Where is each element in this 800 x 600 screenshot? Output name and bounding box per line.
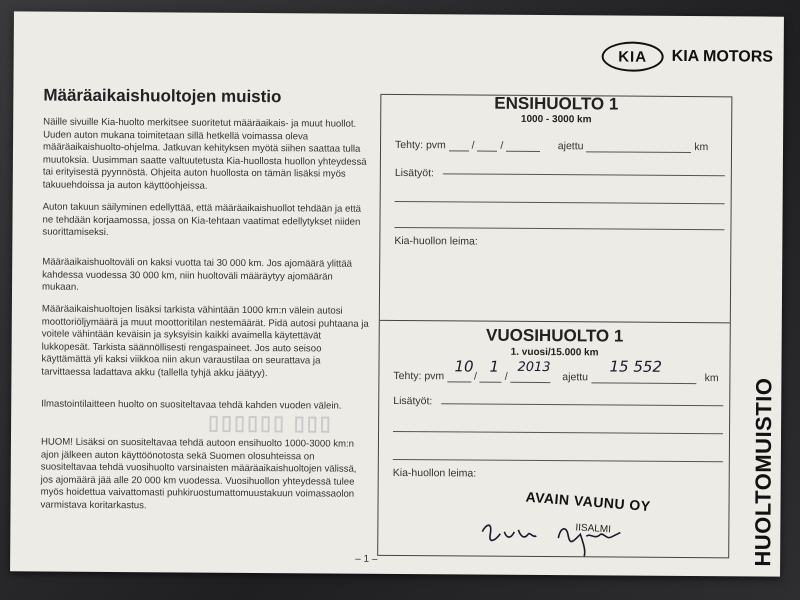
- vuosihuolto-mileage-label: ajettu: [562, 371, 589, 384]
- ensihuolto-date-label: Tehty: pvm: [394, 138, 446, 152]
- ensihuolto-date-row: Tehty: pvm / / ajettu km: [394, 138, 709, 154]
- vuosihuolto-notes-line-1[interactable]: [441, 403, 723, 406]
- vuosihuolto-stamp-label: Kia-huollon leima:: [392, 466, 477, 480]
- signature-1: [482, 525, 536, 541]
- ensihuolto-km-label: km: [694, 141, 709, 154]
- ensihuolto-year-field[interactable]: [506, 140, 540, 152]
- handwritten-month: 1: [489, 357, 500, 376]
- kia-logo-oval: KIA: [602, 41, 664, 71]
- dealer-stamp-city: IISALMI: [575, 522, 612, 536]
- brand-name: KIA MOTORS: [671, 47, 774, 66]
- handwritten-year: 2013: [517, 359, 551, 376]
- signatures: [470, 510, 640, 561]
- ensihuolto-notes-line-1[interactable]: [443, 173, 725, 176]
- aircon-paragraph: Ilmastointilaitteen huolto on suositeltavaa tehdä kahden vuoden välein.: [41, 398, 342, 412]
- ensihuolto-notes-label: Lisätyöt:: [394, 166, 434, 180]
- side-tab-label: HUOLTOMUISTIO: [750, 377, 777, 567]
- maintenance-paragraph: Määräaikaishuoltojen lisäksi tarkista vähintään 1000 km:n välein autosi moottoriöljymäärä ja muut moottoritilan nestemäärät. Pidä autosi puhtaana ja voitele vähintään keväisin ja syksyisin kaikki avaimella käytettävät lukkopesät. Tarkista säännöllisesti rengaspaineet. Jos auto seisoo käyttämättä yli kaksi viikkoa niin akun varaustilaa on seurattava ja tarvittaessa ladattava akku (tallella tyhjä akku jäätyy).: [41, 303, 369, 380]
- handwritten-day: 10: [454, 357, 474, 376]
- vuosihuolto-date-row: Tehty: pvm / / ajettu km: [393, 369, 719, 385]
- handwritten-mileage: 15 552: [609, 357, 663, 376]
- vuosihuolto-km-label: km: [704, 372, 719, 385]
- kia-logo: [602, 41, 774, 72]
- note-paragraph: HUOM! Lisäksi on suositeltavaa tehdä autoon ensihuolto 1000-3000 km:n ajon jälkeen auton käyttöönotosta sekä Suomen olosuhteissa on suositeltavaa tehdä vuosihuolto varsinaisten määräaikaishuoltojen välissä, jos ajomäärä jää alle 20 000 km vuodessa. Vuosihuollon yhteydessä tulee myös hoidettua vaivattomasti puhkiruostumattomuustakuun voimassaolon varmistava koritarkastus.: [40, 436, 357, 512]
- page-number: – 1 –: [355, 553, 378, 565]
- ensihuolto-month-field[interactable]: [477, 140, 497, 152]
- service-booklet-page: [10, 11, 784, 576]
- vuosihuolto-subtitle: 1. vuosi/15.000 km: [510, 346, 599, 359]
- ensihuolto-notes-line-3[interactable]: [394, 227, 724, 230]
- vuosihuolto-notes-line-3[interactable]: [393, 459, 723, 462]
- show-through-stamp: ▯▯▯ ▯▯▯▯▯▯: [206, 413, 331, 437]
- ensihuolto-mileage-field[interactable]: [586, 140, 691, 153]
- service-record-form: [377, 94, 732, 558]
- vuosihuolto-date-label: Tehty: pvm: [393, 369, 445, 383]
- page-title: Määräaikaishuoltojen muistio: [43, 85, 282, 107]
- ensihuolto-notes-line-2[interactable]: [395, 201, 725, 204]
- section-divider: [380, 320, 730, 323]
- warranty-paragraph: Auton takuun säilyminen edellyttää, että määräaikaishuollot tehdään ja että ne tehdään korjaamossa, jossa on Kia-tehtaan vaatimat edellytykset niiden suorittamiseksi.: [42, 201, 362, 239]
- vuosihuolto-notes-line-2[interactable]: [393, 431, 723, 434]
- ensihuolto-stamp-label: Kia-huollon leima:: [394, 234, 478, 248]
- dealer-stamp-company: AVAIN VAUNU OY: [525, 488, 652, 515]
- vuosihuolto-notes-label: Lisätyöt:: [393, 394, 433, 408]
- intro-paragraph: Näille sivuille Kia-huolto merkitsee suoritetut määräaikais- ja muut huollot. Uuden auton mukana toimitetaan sillä hetkellä voimassa oleva määräaikaishuolto-ohjelma. Jatkuvan kehityksen myötä siihen saattaa tulla muutoksia. Uusimman saatte valtuutetusta Kia-huollosta huollon yhteydessä tai erityisestä pyynnöstä. Ohjeita auton huollosta on tämän lisäksi myös takuuehdoissa ja auton käyttöohjeissa.: [42, 116, 367, 192]
- ensihuolto-day-field[interactable]: [449, 139, 469, 151]
- vuosihuolto-title: VUOSIHUOLTO 1: [486, 325, 624, 346]
- ensihuolto-title: ENSIHUOLTO 1: [494, 93, 619, 114]
- ensihuolto-mileage-label: ajettu: [557, 140, 584, 153]
- ensihuolto-subtitle: 1000 - 3000 km: [520, 113, 592, 126]
- interval-paragraph: Määräaikaishuoltoväli on kaksi vuotta tai 30 000 km. Jos ajomäärä ylittää kahdessa vuodessa 30 000 km, niin huoltoväli määräytyy ajomäärän mukaan.: [42, 256, 353, 293]
- signature-2: [558, 529, 620, 557]
